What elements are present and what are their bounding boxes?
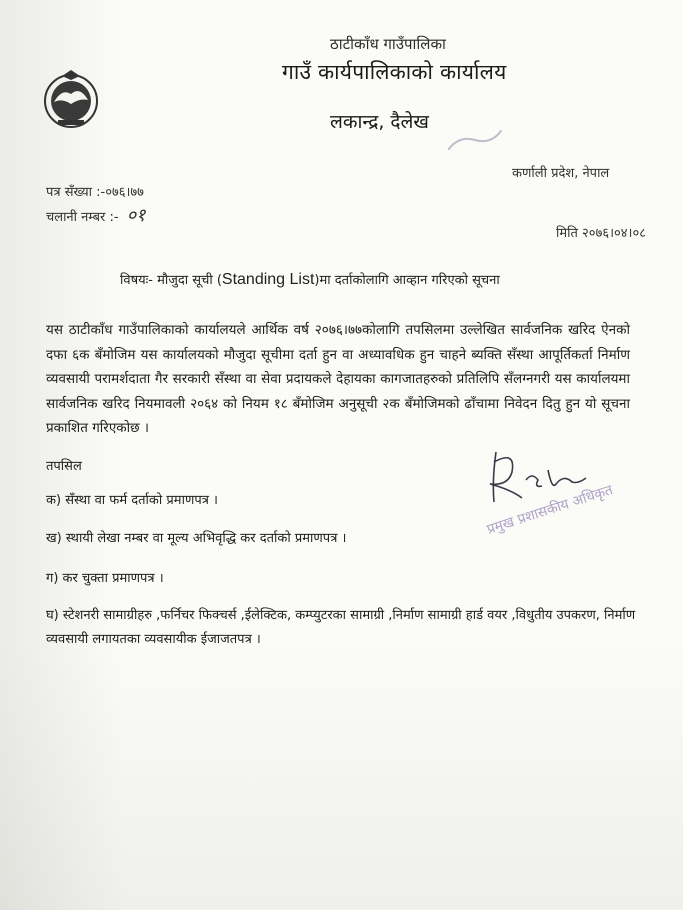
subject-line bbox=[120, 270, 500, 289]
letter-number: पत्र सँख्या :-०७६।७७ bbox=[46, 185, 144, 200]
subject-prefix: विषयः- मौजुदा सूची ( bbox=[120, 273, 222, 288]
office-place: लकान्द्र, दैलेख bbox=[330, 111, 429, 133]
list-item: घ) स्टेशनरी सामाग्रीहरु ,फर्निचर फिक्चर्स ,ईलेक्टिक, कम्प्युटरका सामाग्री ,निर्माण सामाग्री हार्ड वयर ,विधुतीय उपकरण, निर्माण व्यवसायी लगायतका व्यवसायीक ईजाजतपत्र । bbox=[46, 608, 636, 647]
nepal-emblem-icon bbox=[40, 68, 102, 130]
details-heading: तपसिल bbox=[46, 459, 82, 474]
notice-body: यस ठाटीकाँध गाउँपालिकाको कार्यालयले आर्थिक वर्ष २०७६।७७कोलागि तपसिलमा उल्लेखित सार्वजनिक खरिद ऐनको दफा ६क बँमोजिम यस कार्यालयको मौजुदा सूचीमा दर्ता हुन वा अध्यावधिक हुन चाहने ब्यक्ति सँस्था आपूर्तिकर्ता निर्माण व्यवसायी परामर्शदाता गैर सरकारी सँस्था वा सेवा प्रदायकले देहायका कागजातहरुको प्रतिलिपि सँलग्नगरी यस कार्यालयमा सार्वजनिक खरिद नियमावली २०६४ को नियम १८ बँमोजिम अनुसूची २क बँमोजिमको ढाँचामा निवेदन दितु हुन यो सूचना प्रकाशित गरिएकोछ । bbox=[46, 322, 630, 436]
dispatch-label: चलानी नम्बर :- bbox=[46, 210, 119, 225]
list-item: ग) कर चुक्ता प्रमाणपत्र । bbox=[46, 571, 164, 586]
province: कर्णाली प्रदेश, नेपाल bbox=[512, 166, 610, 181]
dispatch-number bbox=[46, 203, 145, 227]
faded-stamp-text bbox=[443, 122, 507, 159]
subject-english: Standing List bbox=[221, 271, 315, 288]
office-name: ठाटीकाँध गाउँपालिका bbox=[330, 35, 446, 53]
office-title: गाउँ कार्यपालिकाको कार्यालय bbox=[282, 60, 507, 84]
official-stamp: प्रमुख प्रशासकीय अधिकृत bbox=[484, 482, 615, 538]
date: मिति २०७६।०४।०८ bbox=[556, 226, 646, 241]
subject-suffix: )मा दर्ताकोलागि आव्हान गरिएको सूचना bbox=[314, 273, 500, 288]
dispatch-value: ०१ bbox=[126, 205, 146, 226]
list-item: क) सँस्था वा फर्म दर्ताको प्रमाणपत्र । bbox=[46, 493, 218, 508]
list-item: ख) स्थायी लेखा नम्बर वा मूल्य अभिवृद्धि कर दर्ताको प्रमाणपत्र । bbox=[46, 531, 347, 546]
